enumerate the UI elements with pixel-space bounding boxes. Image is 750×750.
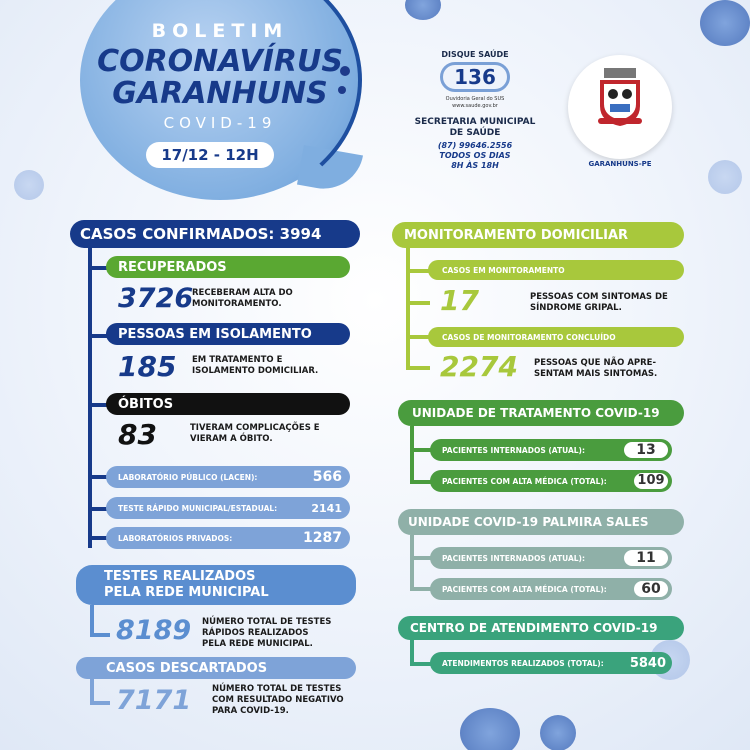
- ouvidoria-url: www.saude.gov.br: [452, 103, 498, 109]
- crest-icon: [598, 68, 642, 128]
- virus-icon: [405, 0, 441, 20]
- confirmed-cases-header: [70, 220, 360, 248]
- virus-icon: [708, 160, 742, 194]
- treatment-unit-label: UNIDADE DE TRATAMENTO COVID-19: [412, 406, 660, 420]
- isolation-desc: [192, 355, 318, 377]
- desc-line: RÁPIDOS REALIZADOS: [202, 628, 309, 638]
- phone-info: [415, 141, 535, 171]
- recovered-label: RECUPERADOS: [118, 259, 227, 275]
- desc-line: SÍNDROME GRIPAL.: [530, 303, 622, 313]
- connector-line: [406, 269, 430, 273]
- title-line-1: CORONAVÍRUS: [97, 44, 343, 79]
- disque-label: DISQUE SAÚDE: [441, 50, 509, 59]
- palmira-discharged-row: [430, 578, 672, 600]
- desc-line: VIERAM A ÓBITO.: [190, 434, 273, 444]
- virus-icon: [14, 170, 44, 200]
- center-header: [398, 616, 684, 640]
- desc-line: RECEBERAM ALTA DO: [192, 288, 293, 298]
- treatment-hospitalized-row: [430, 439, 672, 461]
- deaths-value: 83: [118, 418, 157, 451]
- lab-row: [106, 497, 350, 519]
- date-badge: 17/12 - 12H: [146, 142, 274, 168]
- desc-line: PARA COVID-19.: [212, 706, 289, 716]
- secretaria-label: [405, 117, 545, 139]
- row-label: PACIENTES INTERNADOS (ATUAL):: [442, 553, 585, 563]
- row-value: 13: [624, 442, 668, 458]
- palmira-unit-label: UNIDADE COVID-19 PALMIRA SALES: [408, 515, 649, 529]
- connector-line: [406, 248, 410, 368]
- connector-line: [410, 480, 432, 484]
- connector-line: [90, 701, 110, 705]
- palmira-hospitalized-row: [430, 547, 672, 569]
- desc-line: MONITORAMENTO.: [192, 299, 282, 309]
- row-label: PACIENTES INTERNADOS (ATUAL):: [442, 445, 585, 455]
- connector-line: [406, 335, 430, 339]
- desc-line: PESSOAS COM SINTOMAS DE: [530, 292, 668, 302]
- deaths-label: ÓBITOS: [118, 396, 174, 412]
- lab-row: [106, 466, 350, 488]
- lab-label: TESTE RÁPIDO MUNICIPAL/ESTADUAL:: [118, 503, 278, 513]
- covid-label: COVID-19: [163, 114, 277, 132]
- desc-line: SENTAM MAIS SINTOMAS.: [534, 369, 658, 379]
- desc-line: NÚMERO TOTAL DE TESTES: [202, 617, 332, 627]
- deaths-desc: [190, 423, 320, 445]
- monitoring-current-value: 17: [440, 284, 479, 317]
- discarded-header: [76, 657, 356, 679]
- desc-line: TIVERAM COMPLICAÇÕES E: [190, 423, 320, 433]
- isolation-label: PESSOAS EM ISOLAMENTO: [118, 326, 312, 342]
- row-value: 109: [634, 473, 668, 489]
- monitoring-current-desc: [530, 292, 668, 314]
- virus-icon: [540, 715, 576, 750]
- desc-line: PELA REDE MUNICIPAL.: [202, 639, 313, 649]
- monitoring-current-label: CASOS EM MONITORAMENTO: [442, 265, 565, 275]
- virus-icon: [460, 708, 520, 750]
- virus-icon: [700, 0, 750, 46]
- connector-line: [410, 426, 414, 484]
- secretaria-line: DE SAÚDE: [449, 128, 501, 138]
- confirmed-cases-label: CASOS CONFIRMADOS: 3994: [80, 225, 322, 243]
- connector-line: [410, 556, 432, 560]
- lab-label: LABORATÓRIO PÚBLICO (LACEN):: [118, 472, 258, 482]
- lab-value: 566: [312, 469, 342, 485]
- row-label: ATENDIMENTOS REALIZADOS (TOTAL):: [442, 658, 604, 668]
- discarded-desc: [212, 684, 344, 717]
- row-label: PACIENTES COM ALTA MÉDICA (TOTAL):: [442, 584, 607, 594]
- lab-label: LABORATÓRIOS PRIVADOS:: [118, 533, 233, 543]
- treatment-unit-header: [398, 400, 684, 426]
- boletim-label: BOLETIM: [151, 20, 289, 42]
- monitoring-done-desc: [534, 358, 657, 380]
- hotline-number: 136: [440, 62, 510, 92]
- isolation-value: 185: [118, 350, 177, 383]
- desc-line: PESSOAS QUE NÃO APRE-: [534, 358, 657, 368]
- recovered-header: [106, 256, 350, 278]
- row-value: 11: [624, 550, 668, 566]
- discarded-value: 7171: [116, 685, 192, 716]
- page-title: [90, 46, 350, 110]
- monitoring-done-header: [428, 327, 684, 347]
- ouvidoria-line: Ouvidoria Geral do SUS: [445, 96, 505, 102]
- desc-line: EM TRATAMENTO E: [192, 355, 283, 365]
- phone-number: (87) 99646.2556: [437, 141, 513, 150]
- city-label: GARANHUNS-PE: [588, 160, 652, 168]
- desc-line: NÚMERO TOTAL DE TESTES: [212, 684, 342, 694]
- secretaria-line: SECRETARIA MUNICIPAL: [414, 117, 536, 127]
- connector-line: [410, 662, 432, 666]
- ouvidoria-text: [420, 96, 530, 110]
- row-value: 5840: [629, 655, 666, 671]
- deaths-header: [106, 393, 350, 415]
- row-label: PACIENTES COM ALTA MÉDICA (TOTAL):: [442, 476, 607, 486]
- tests-label-line: TESTES REALIZADOS: [104, 569, 256, 584]
- discarded-label: CASOS DESCARTADOS: [106, 660, 268, 676]
- desc-line: ISOLAMENTO DOMICILIAR.: [192, 366, 319, 376]
- center-label: CENTRO DE ATENDIMENTO COVID-19: [410, 621, 658, 635]
- connector-line: [410, 448, 432, 452]
- tests-label-line: PELA REDE MUNICIPAL: [104, 585, 269, 600]
- treatment-discharged-row: [430, 470, 672, 492]
- title-line-2: GARANHUNS: [112, 76, 328, 111]
- hours-line: 8H ÀS 18H: [451, 161, 499, 170]
- lab-value: 1287: [303, 530, 342, 546]
- lab-value: 2141: [311, 501, 342, 515]
- recovered-value: 3726: [118, 283, 194, 314]
- monitoring-done-value: 2274: [440, 350, 518, 383]
- tests-header: [76, 565, 356, 605]
- row-value: 60: [634, 581, 668, 597]
- lab-row: [106, 527, 350, 549]
- hours-line: TODOS OS DIAS: [439, 151, 511, 160]
- recovered-desc: [192, 288, 293, 310]
- connector-line: [410, 535, 414, 591]
- connector-line: [406, 366, 430, 370]
- tests-value: 8189: [116, 615, 192, 646]
- monitoring-header: [392, 222, 684, 248]
- desc-line: COM RESULTADO NEGATIVO: [212, 695, 344, 705]
- isolation-header: [106, 323, 350, 345]
- monitoring-done-label: CASOS DE MONITORAMENTO CONCLUÍDO: [442, 332, 616, 342]
- monitoring-current-header: [428, 260, 684, 280]
- connector-line: [406, 301, 430, 305]
- connector-line: [88, 248, 92, 548]
- center-attendance-row: [430, 652, 672, 674]
- monitoring-label: MONITORAMENTO DOMICILIAR: [404, 227, 629, 243]
- tests-desc: [202, 617, 331, 650]
- palmira-unit-header: [398, 509, 684, 535]
- connector-line: [410, 587, 432, 591]
- connector-line: [90, 633, 110, 637]
